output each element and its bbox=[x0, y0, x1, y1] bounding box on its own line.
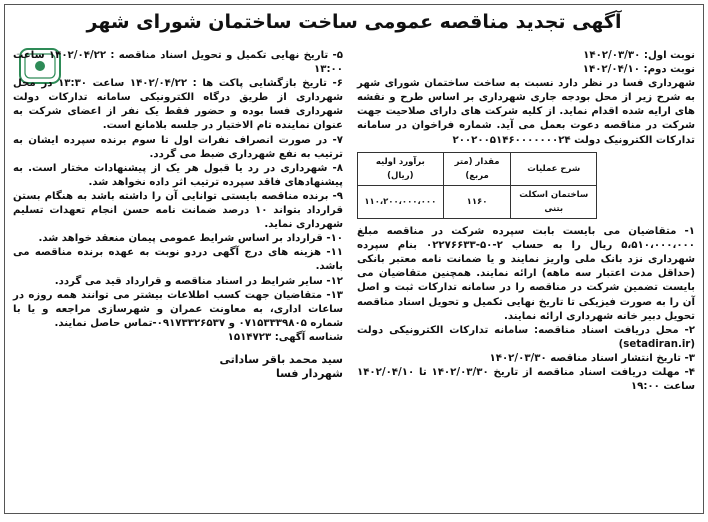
intro-paragraph: شهرداری فسا در نظر دارد نسبت به ساخت ساختمان شورای شهر به شرح زیر از محل بودجه جاری شهرداری بر اساس طرح و نقشه های ارایه شده اقدام نماید. از کلیه شرکت های دارای صلاحیت جهت شرکت در مناقصه دعوت بعمل می آید. شماره فراخوان در سامانه تدارکات الکترونیک دولت ۲۰۰۲۰۰۵۱۴۶۰۰۰۰۰۰۰۲۴ bbox=[357, 78, 695, 146]
page-title: آگهی تجدید مناقصه عمومی ساخت ساختمان شورای شهر bbox=[86, 11, 622, 33]
condition-3: ۳- تاریخ انتشار اسناد مناقصه ۱۴۰۲/۰۳/۳۰ bbox=[489, 352, 695, 364]
condition-4: ۴- مهلت دریافت اسناد مناقصه از تاریخ ۱۴۰۲/۰۳/۳۰ تا ۱۴۰۲/۰۴/۱۰ ساعت ۱۹:۰۰ bbox=[357, 366, 695, 393]
signer-title: شهردار فسا bbox=[275, 367, 343, 381]
condition-10: ۱۰- قرارداد بر اساس شرایط عمومی پیمان منعقد خواهد شد. bbox=[38, 233, 343, 245]
tender-table bbox=[357, 152, 597, 219]
condition-13: ۱۳- متقاضیان جهت کسب اطلاعات بیشتر می توانند همه روزه در ساعات اداری، به معاونت عمران و شهرسازی مراجعه و یا با شماره ۰۷۱۵۳۳۳۹۸۰۵ و ۰۹۱۷۳۳۲۶۵۳۷-تماس حاصل نمایند. bbox=[13, 289, 343, 329]
table-header-row bbox=[358, 152, 597, 185]
left-column bbox=[13, 49, 343, 505]
condition-11: ۱۱- هزینه های درج آگهی دردو نوبت به عهده برنده مناقصه می باشد. bbox=[13, 247, 343, 273]
table-header-cell: مقدار (متر مربع) bbox=[443, 152, 511, 185]
signature-block bbox=[13, 353, 343, 381]
condition-9: ۹- برنده مناقصه بایستی توانایی آن را داشته باشد به هنگام بستن قرارداد بتواند ۱۰ درصد ضمانت نامه حسن انجام تعهدات تسلیم شهرداری نماید. bbox=[13, 190, 343, 231]
condition-12: ۱۲- سایر شرایط در اسناد مناقصه و قرارداد قید می گردد. bbox=[54, 275, 343, 287]
table-header-cell: شرح عملیات bbox=[511, 152, 597, 185]
table-cell: ۱۱۶۰ bbox=[443, 185, 511, 218]
condition-8: ۸- شهرداری در رد یا قبول هر یک از پیشنهادات مختار است. به پیشنهادهای فاقد سپرده ترتیب اثر داده نخواهد شد. bbox=[13, 162, 343, 188]
notice-page bbox=[4, 4, 704, 514]
ad-id: شناسه آگهی: ۱۵۱۴۷۲۳ bbox=[227, 331, 343, 343]
condition-6: ۶- تاریخ بازگشایی پاکت ها : ۱۴۰۲/۰۴/۲۲ ساعت ۱۳:۳۰ در محل شهرداری از طریق درگاه الکترونیکی سامانه تدارکات دولت شهرداری فسا بوده و حضور فقط یک نفر از اعضای شرکت به عنوان نماینده تام الاختیار در جلسه بلامانع است. bbox=[13, 78, 343, 132]
table-cell: ساختمان اسکلت بتنی bbox=[511, 185, 597, 218]
condition-2: ۲- محل دریافت اسناد مناقصه: سامانه تدارکات الکترونیکی دولت (setadiran.ir) bbox=[357, 324, 695, 350]
turn-second: نوبت دوم: ۱۴۰۲/۰۴/۱۰ bbox=[582, 64, 695, 76]
table-row bbox=[358, 185, 597, 218]
signer-name: سید محمد باقر ساداتی bbox=[219, 352, 343, 366]
condition-1: ۱- متقاضیان می بایست بابت سپرده شرکت در مناقصه مبلغ ۵،۵۱۰،۰۰۰،۰۰۰ ریال را به حساب ۲-۵۰-۰۲۲۷۶۶۳۳ بنام سپرده شهرداری نزد بانک ملی واریز نمایند و یا ضمانت نامه معتبر بانکی (حداقل مدت اعتبار سه ماهه) ارائه نمایند. همچنین متقاضیان می بایست تضمین شرکت در مناقصه را در سامانه تدارکات ثبت و اصل آن را به صورت فیزیکی تا تاریخ نهایی تکمیل و تحویل اسناد مناقصه تحویل دبیر خانه شهرداری ارائه نمایند. bbox=[357, 226, 695, 322]
table-header-cell: برآورد اولیه (ریال) bbox=[358, 152, 444, 185]
turn-first: نوبت اول: ۱۴۰۲/۰۳/۳۰ bbox=[583, 50, 695, 61]
right-column bbox=[357, 49, 695, 505]
condition-7: ۷- در صورت انصراف نفرات اول تا سوم برنده سپرده ایشان به ترتیب به نفع شهرداری ضبط می گردد. bbox=[13, 134, 343, 160]
condition-5: ۵- تاریخ نهایی تکمیل و تحویل اسناد مناقصه : ۱۴۰۲/۰۴/۲۲ ساعت ۱۳:۰۰ bbox=[13, 50, 343, 76]
table-cell: ۱۱۰،۲۰۰،۰۰۰،۰۰۰ bbox=[358, 185, 444, 218]
